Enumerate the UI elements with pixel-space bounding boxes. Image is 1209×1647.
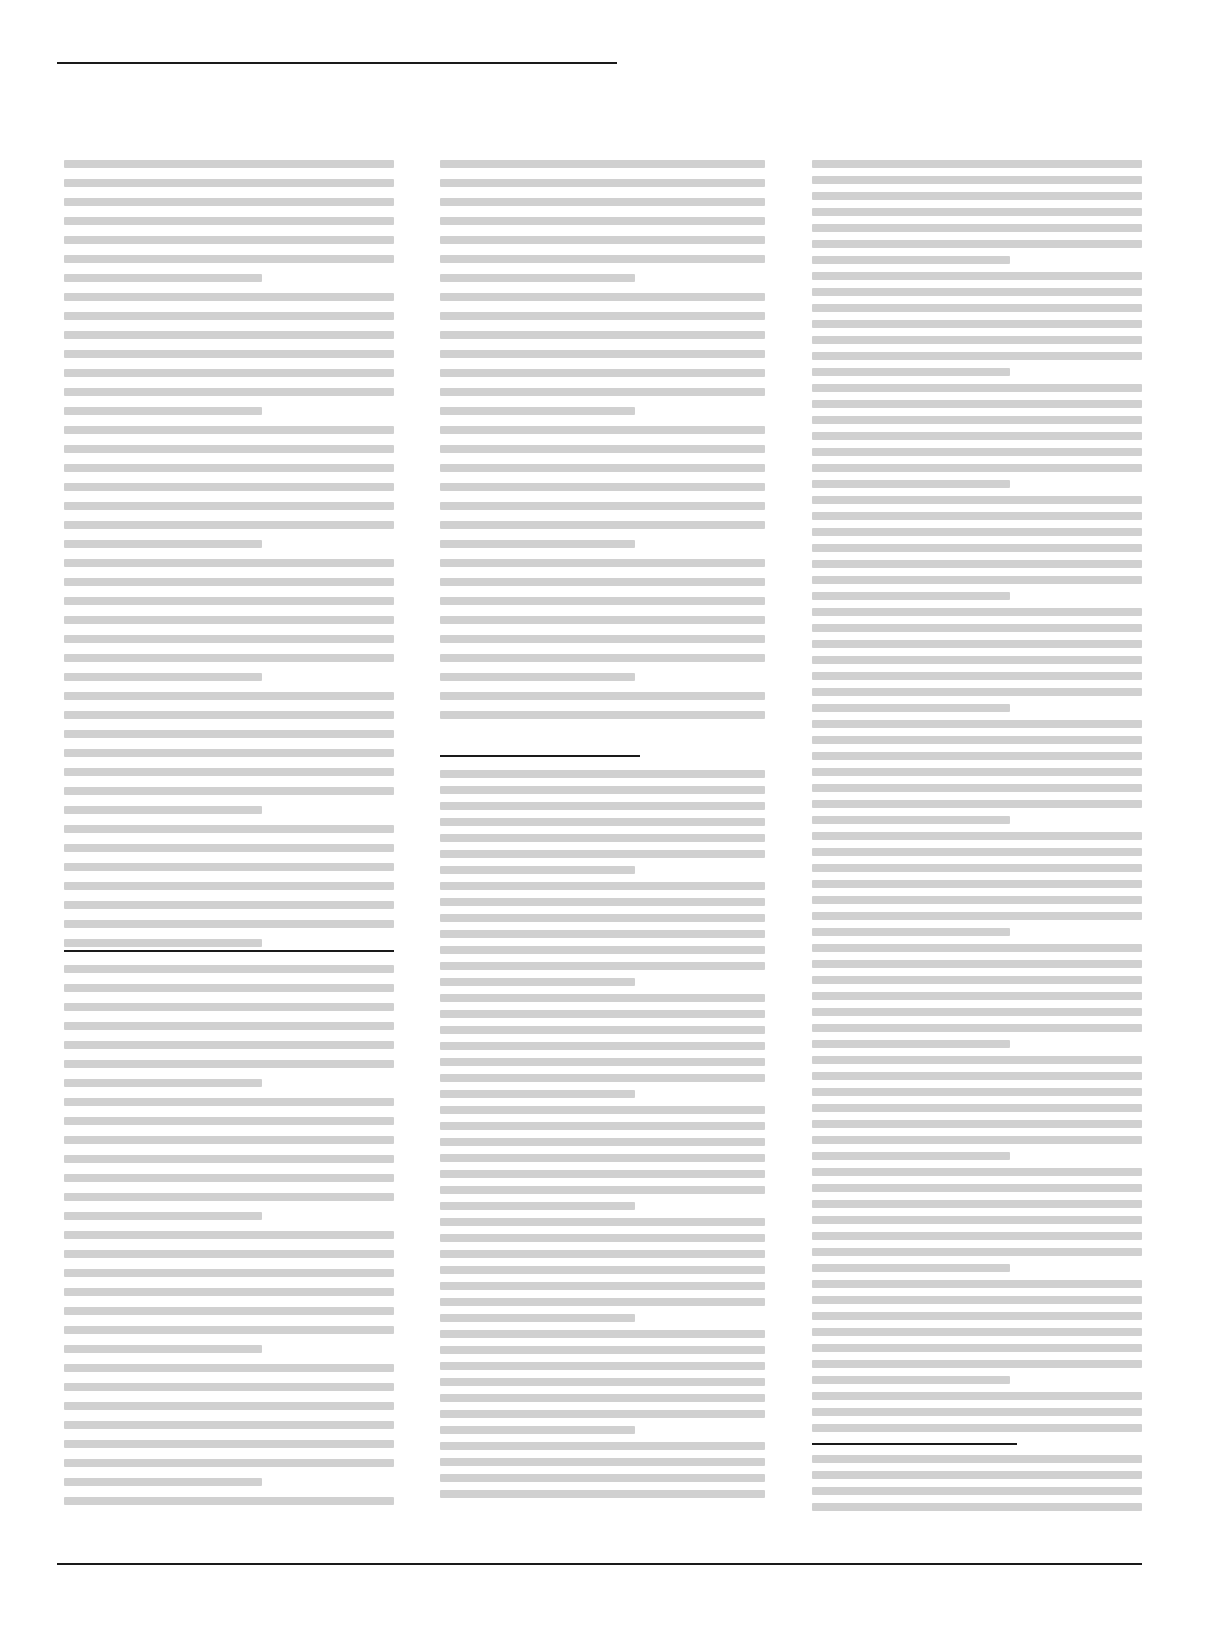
text-line-placeholder (440, 1106, 765, 1114)
text-line-placeholder (812, 480, 1010, 488)
text-line-placeholder (440, 445, 765, 453)
text-line-placeholder (812, 160, 1142, 168)
text-line-placeholder (440, 930, 765, 938)
bottom-rule (57, 1563, 1142, 1565)
text-line-placeholder (64, 1022, 394, 1030)
text-line-placeholder (812, 544, 1142, 552)
text-line-placeholder (64, 654, 394, 662)
text-line-placeholder (64, 1459, 394, 1467)
text-line-placeholder (440, 198, 765, 206)
text-line-placeholder (440, 1058, 765, 1066)
text-line-placeholder (812, 1152, 1010, 1160)
text-line-placeholder (812, 608, 1142, 616)
text-line-placeholder (440, 1170, 765, 1178)
text-line-placeholder (812, 528, 1142, 536)
text-line-placeholder (440, 898, 765, 906)
text-line-placeholder (440, 914, 765, 922)
text-line-placeholder (64, 825, 394, 833)
text-line-placeholder (440, 1298, 765, 1306)
text-line-placeholder (812, 400, 1142, 408)
top-rule (57, 62, 617, 64)
text-line-placeholder (440, 692, 765, 700)
text-line-placeholder (812, 1280, 1142, 1288)
text-line-placeholder (812, 1344, 1142, 1352)
text-line-placeholder (440, 236, 765, 244)
text-line-placeholder (440, 217, 765, 225)
text-line-placeholder (64, 331, 394, 339)
text-line-placeholder (440, 274, 635, 282)
text-line-placeholder (64, 635, 394, 643)
text-line-placeholder (440, 540, 635, 548)
text-line-placeholder (440, 369, 765, 377)
text-line-placeholder (64, 1497, 394, 1505)
text-line-placeholder (812, 816, 1010, 824)
text-line-placeholder (440, 1010, 765, 1018)
text-line-placeholder (812, 448, 1142, 456)
text-line-placeholder (440, 312, 765, 320)
text-line-placeholder (64, 217, 394, 225)
text-line-placeholder (440, 426, 765, 434)
text-line-placeholder (440, 1426, 635, 1434)
text-line-placeholder (64, 236, 394, 244)
text-line-placeholder (64, 1440, 394, 1448)
text-line-placeholder (440, 1378, 765, 1386)
text-line-placeholder (440, 866, 635, 874)
text-line-placeholder (64, 1421, 394, 1429)
text-line-placeholder (440, 1410, 765, 1418)
text-line-placeholder (64, 1003, 394, 1011)
text-line-placeholder (812, 576, 1142, 584)
text-line-placeholder (64, 597, 394, 605)
text-line-placeholder (64, 407, 262, 415)
text-line-placeholder (64, 984, 394, 992)
text-line-placeholder (812, 800, 1142, 808)
text-line-placeholder (64, 901, 394, 909)
text-line-placeholder (440, 616, 765, 624)
text-line-placeholder (440, 179, 765, 187)
text-line-placeholder (64, 1155, 394, 1163)
text-line-placeholder (440, 1362, 765, 1370)
text-line-placeholder (64, 711, 394, 719)
text-line-placeholder (64, 920, 394, 928)
text-line-placeholder (64, 559, 394, 567)
text-line-placeholder (812, 704, 1010, 712)
text-line-placeholder (440, 502, 765, 510)
text-line-placeholder (64, 1117, 394, 1125)
text-line-placeholder (812, 336, 1142, 344)
text-line-placeholder (64, 1345, 262, 1353)
text-line-placeholder (440, 1042, 765, 1050)
text-line-placeholder (812, 1360, 1142, 1368)
text-line-placeholder (64, 369, 394, 377)
text-line-placeholder (64, 1174, 394, 1182)
text-line-placeholder (812, 512, 1142, 520)
text-line-placeholder (64, 540, 262, 548)
text-line-placeholder (812, 848, 1142, 856)
text-line-placeholder (812, 464, 1142, 472)
text-line-placeholder (440, 1074, 765, 1082)
text-line-placeholder (812, 1264, 1010, 1272)
text-line-placeholder (812, 592, 1010, 600)
text-line-placeholder (812, 432, 1142, 440)
text-line-placeholder (812, 624, 1142, 632)
text-line-placeholder (812, 784, 1142, 792)
text-line-placeholder (812, 1136, 1142, 1144)
text-line-placeholder (440, 559, 765, 567)
text-line-placeholder (64, 1212, 262, 1220)
text-line-placeholder (440, 1266, 765, 1274)
text-line-placeholder (812, 1040, 1010, 1048)
text-line-placeholder (812, 1503, 1142, 1511)
text-line-placeholder (440, 160, 765, 168)
text-line-placeholder (440, 1314, 635, 1322)
text-line-placeholder (812, 288, 1142, 296)
text-line-placeholder (440, 407, 635, 415)
text-line-placeholder (64, 1041, 394, 1049)
text-line-placeholder (440, 850, 765, 858)
text-line-placeholder (64, 179, 394, 187)
text-line-placeholder (812, 768, 1142, 776)
text-line-placeholder (440, 350, 765, 358)
text-line-placeholder (812, 928, 1010, 936)
text-line-placeholder (812, 1471, 1142, 1479)
text-line-placeholder (440, 1394, 765, 1402)
text-line-placeholder (440, 1330, 765, 1338)
text-line-placeholder (64, 426, 394, 434)
text-line-placeholder (812, 864, 1142, 872)
text-line-placeholder (812, 1376, 1010, 1384)
text-line-placeholder (812, 832, 1142, 840)
text-line-placeholder (440, 1122, 765, 1130)
text-line-placeholder (812, 1232, 1142, 1240)
text-line-placeholder (440, 1186, 765, 1194)
text-line-placeholder (440, 1026, 765, 1034)
text-line-placeholder (440, 1234, 765, 1242)
text-line-placeholder (812, 1455, 1142, 1463)
text-line-placeholder (64, 1478, 262, 1486)
text-line-placeholder (64, 673, 262, 681)
text-line-placeholder (440, 978, 635, 986)
text-line-placeholder (64, 521, 394, 529)
text-line-placeholder (440, 1202, 635, 1210)
text-line-placeholder (812, 640, 1142, 648)
text-line-placeholder (812, 560, 1142, 568)
text-line-placeholder (812, 1168, 1142, 1176)
text-line-placeholder (440, 521, 765, 529)
text-line-placeholder (64, 578, 394, 586)
text-line-placeholder (812, 1008, 1142, 1016)
text-line-placeholder (440, 834, 765, 842)
text-line-placeholder (440, 1474, 765, 1482)
text-line-placeholder (64, 388, 394, 396)
text-line-placeholder (440, 786, 765, 794)
text-line-placeholder (440, 464, 765, 472)
text-line-placeholder (440, 1458, 765, 1466)
text-line-placeholder (812, 256, 1010, 264)
text-line-placeholder (440, 1490, 765, 1498)
text-line-placeholder (64, 1193, 394, 1201)
text-line-placeholder (812, 1216, 1142, 1224)
text-line-placeholder (440, 1282, 765, 1290)
section-rule (64, 950, 394, 952)
text-line-placeholder (812, 416, 1142, 424)
text-line-placeholder (812, 1487, 1142, 1495)
text-line-placeholder (440, 1346, 765, 1354)
text-line-placeholder (64, 749, 394, 757)
text-line-placeholder (812, 192, 1142, 200)
text-line-placeholder (64, 1231, 394, 1239)
text-line-placeholder (812, 1104, 1142, 1112)
text-line-placeholder (812, 1200, 1142, 1208)
text-line-placeholder (64, 616, 394, 624)
note-rule (812, 1443, 1017, 1445)
text-line-placeholder (64, 274, 262, 282)
text-line-placeholder (812, 656, 1142, 664)
text-line-placeholder (64, 1060, 394, 1068)
text-line-placeholder (440, 1442, 765, 1450)
text-line-placeholder (812, 240, 1142, 248)
text-line-placeholder (812, 896, 1142, 904)
text-line-placeholder (440, 1154, 765, 1162)
text-line-placeholder (812, 912, 1142, 920)
text-line-placeholder (812, 1056, 1142, 1064)
text-line-placeholder (812, 208, 1142, 216)
text-line-placeholder (64, 445, 394, 453)
text-line-placeholder (64, 198, 394, 206)
text-line-placeholder (64, 1288, 394, 1296)
text-line-placeholder (812, 1072, 1142, 1080)
text-line-placeholder (812, 1424, 1142, 1432)
text-line-placeholder (64, 1364, 394, 1372)
text-line-placeholder (440, 255, 765, 263)
text-line-placeholder (812, 672, 1142, 680)
text-line-placeholder (812, 272, 1142, 280)
text-line-placeholder (64, 730, 394, 738)
footnote-rule (440, 755, 640, 757)
text-line-placeholder (64, 502, 394, 510)
text-line-placeholder (64, 464, 394, 472)
text-line-placeholder (812, 688, 1142, 696)
text-line-placeholder (64, 1250, 394, 1258)
text-line-placeholder (64, 692, 394, 700)
text-line-placeholder (64, 350, 394, 358)
text-line-placeholder (440, 1250, 765, 1258)
text-line-placeholder (440, 654, 765, 662)
text-line-placeholder (440, 635, 765, 643)
text-line-placeholder (812, 1408, 1142, 1416)
text-line-placeholder (440, 331, 765, 339)
text-line-placeholder (812, 496, 1142, 504)
text-line-placeholder (812, 1120, 1142, 1128)
text-line-placeholder (64, 939, 262, 947)
text-line-placeholder (812, 176, 1142, 184)
text-line-placeholder (440, 1138, 765, 1146)
text-line-placeholder (812, 304, 1142, 312)
text-line-placeholder (440, 673, 635, 681)
text-line-placeholder (812, 1328, 1142, 1336)
text-line-placeholder (812, 320, 1142, 328)
text-line-placeholder (440, 994, 765, 1002)
text-line-placeholder (812, 1184, 1142, 1192)
text-line-placeholder (812, 368, 1010, 376)
text-line-placeholder (440, 388, 765, 396)
text-line-placeholder (440, 882, 765, 890)
text-line-placeholder (440, 597, 765, 605)
text-line-placeholder (812, 960, 1142, 968)
text-line-placeholder (64, 255, 394, 263)
text-line-placeholder (812, 1248, 1142, 1256)
text-line-placeholder (812, 1088, 1142, 1096)
text-line-placeholder (64, 806, 262, 814)
text-line-placeholder (64, 1307, 394, 1315)
text-line-placeholder (64, 787, 394, 795)
text-line-placeholder (812, 1296, 1142, 1304)
text-line-placeholder (812, 352, 1142, 360)
text-line-placeholder (812, 1392, 1142, 1400)
text-line-placeholder (440, 818, 765, 826)
text-line-placeholder (64, 1383, 394, 1391)
text-line-placeholder (812, 1024, 1142, 1032)
text-line-placeholder (812, 752, 1142, 760)
text-line-placeholder (812, 720, 1142, 728)
text-line-placeholder (64, 863, 394, 871)
text-line-placeholder (64, 1269, 394, 1277)
text-line-placeholder (64, 1326, 394, 1334)
text-line-placeholder (812, 736, 1142, 744)
text-line-placeholder (440, 293, 765, 301)
text-line-placeholder (440, 578, 765, 586)
text-line-placeholder (64, 1079, 262, 1087)
text-line-placeholder (812, 224, 1142, 232)
text-line-placeholder (812, 880, 1142, 888)
text-line-placeholder (440, 1218, 765, 1226)
text-line-placeholder (812, 944, 1142, 952)
text-line-placeholder (812, 384, 1142, 392)
text-line-placeholder (64, 882, 394, 890)
text-line-placeholder (440, 711, 765, 719)
text-line-placeholder (64, 1098, 394, 1106)
text-line-placeholder (812, 992, 1142, 1000)
text-line-placeholder (812, 1312, 1142, 1320)
text-line-placeholder (440, 1090, 635, 1098)
text-line-placeholder (812, 976, 1142, 984)
text-line-placeholder (64, 965, 394, 973)
text-line-placeholder (64, 768, 394, 776)
text-line-placeholder (64, 1402, 394, 1410)
text-line-placeholder (64, 160, 394, 168)
text-line-placeholder (64, 483, 394, 491)
text-line-placeholder (440, 962, 765, 970)
text-line-placeholder (440, 483, 765, 491)
text-line-placeholder (64, 1136, 394, 1144)
text-line-placeholder (440, 802, 765, 810)
text-line-placeholder (440, 946, 765, 954)
text-line-placeholder (64, 312, 394, 320)
text-line-placeholder (64, 844, 394, 852)
text-line-placeholder (64, 293, 394, 301)
text-line-placeholder (440, 770, 765, 778)
